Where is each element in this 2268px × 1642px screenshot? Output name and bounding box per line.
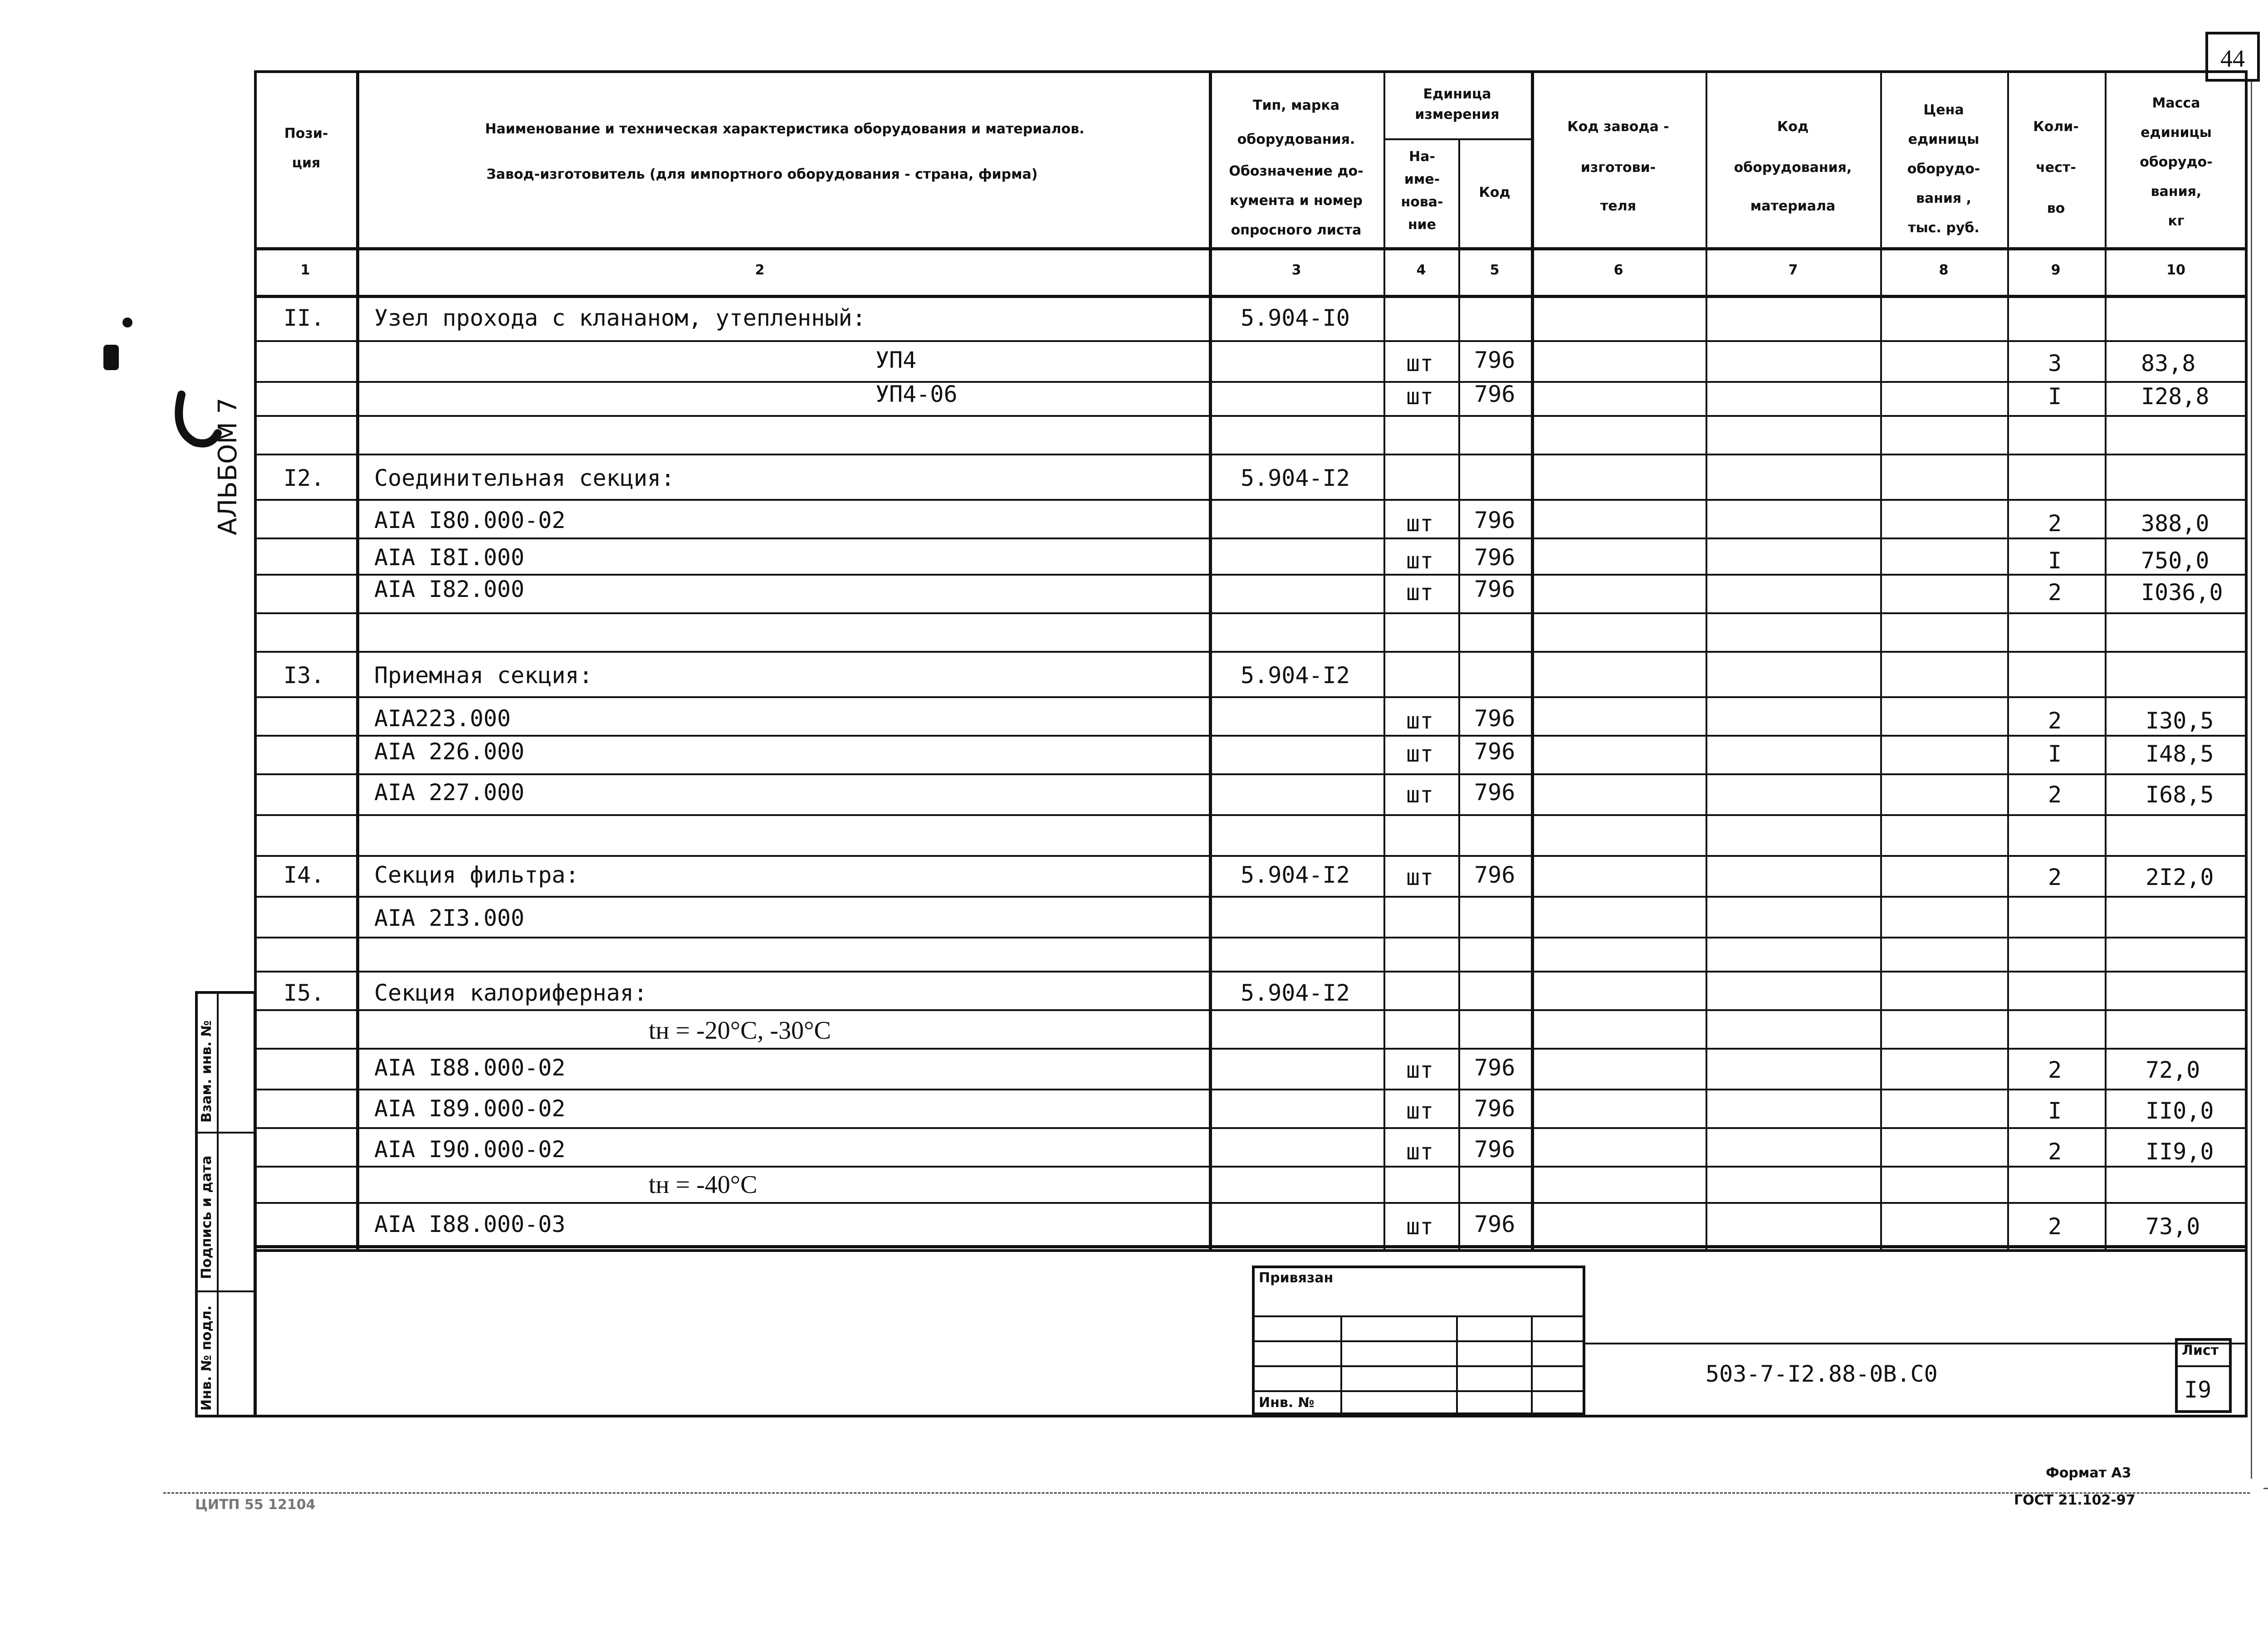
album-label: АЛЬБОМ 7 bbox=[213, 397, 243, 535]
row-name: AIA I88.000-02 bbox=[374, 1055, 566, 1081]
row-type: 5.904-I0 bbox=[1241, 305, 1350, 331]
privyazan-divider bbox=[1252, 1365, 1585, 1367]
row-mass: II0,0 bbox=[2146, 1098, 2214, 1124]
header-col1-a: Пози- bbox=[284, 126, 328, 142]
row-mass: 73,0 bbox=[2146, 1213, 2200, 1240]
row-line bbox=[254, 814, 2248, 816]
row-unit: шт bbox=[1406, 510, 1434, 537]
row-name: Приемная секция: bbox=[374, 662, 593, 689]
row-pos: I5. bbox=[284, 980, 325, 1006]
row-line bbox=[254, 1166, 2248, 1168]
header-col3-a: Тип, марка bbox=[1253, 98, 1339, 113]
row-qty: I bbox=[2048, 547, 2062, 574]
right-margin-mark bbox=[2263, 1488, 2268, 1489]
row-qty: 2 bbox=[2048, 1139, 2062, 1165]
row-code: 796 bbox=[1474, 779, 1515, 806]
ink-mark-2 bbox=[122, 318, 132, 327]
header-col8-a: Цена bbox=[1923, 102, 1964, 118]
row-code: 796 bbox=[1474, 1095, 1515, 1122]
row-unit: шт bbox=[1406, 579, 1434, 606]
row-code: 796 bbox=[1474, 576, 1515, 602]
row-name: УП4-06 bbox=[875, 381, 958, 407]
header-col7-c: материала bbox=[1750, 198, 1836, 214]
side-stamp-vzam: Взам. инв. № bbox=[199, 1020, 215, 1123]
row-code: 796 bbox=[1474, 1055, 1515, 1081]
inv-no-label: Инв. № bbox=[1259, 1395, 1315, 1411]
row-line bbox=[254, 574, 2248, 576]
header-col3-b: оборудования. bbox=[1237, 132, 1355, 147]
row-qty: 2 bbox=[2048, 782, 2062, 808]
row-qty: 2 bbox=[2048, 579, 2062, 606]
temperature-note: tн = -40°C bbox=[649, 1171, 758, 1199]
row-unit: шт bbox=[1406, 1139, 1434, 1165]
row-unit: шт bbox=[1406, 350, 1434, 376]
row-line bbox=[254, 340, 2248, 342]
gost-label: ГОСТ 21.102-97 bbox=[2014, 1492, 2136, 1508]
row-name: AIA I88.000-03 bbox=[374, 1211, 566, 1237]
row-unit: шт bbox=[1406, 708, 1434, 734]
header-col9-a: Коли- bbox=[2033, 119, 2079, 135]
row-qty: I bbox=[2048, 383, 2062, 410]
privyazan-col bbox=[1456, 1315, 1458, 1415]
row-pos: II. bbox=[284, 305, 325, 331]
format-label: Формат А3 bbox=[2046, 1465, 2131, 1481]
row-line bbox=[254, 735, 2248, 737]
header-col8-d: вания , bbox=[1916, 191, 1972, 206]
row-code: 796 bbox=[1474, 1136, 1515, 1163]
row-mass: 388,0 bbox=[2141, 510, 2209, 537]
row-line bbox=[254, 1202, 2248, 1204]
row-mass: I28,8 bbox=[2141, 383, 2209, 410]
privyazan-divider bbox=[1252, 1340, 1585, 1342]
right-margin-line bbox=[2251, 82, 2252, 1479]
row-line bbox=[254, 937, 2248, 938]
row-name: AIA I89.000-02 bbox=[374, 1095, 566, 1122]
row-line bbox=[254, 1048, 2248, 1050]
side-stamp-podpis: Подпись и дата bbox=[199, 1155, 215, 1279]
row-name: AIA223.000 bbox=[374, 705, 511, 732]
row-name: Соединительная секция: bbox=[374, 465, 675, 491]
header-bottom bbox=[254, 247, 2248, 250]
sheet-label: Лист bbox=[2182, 1343, 2219, 1359]
row-line bbox=[254, 538, 2248, 539]
col-number-3: 3 bbox=[1291, 262, 1301, 278]
row-line bbox=[254, 381, 2248, 383]
side-stamp-divider-2 bbox=[195, 1290, 256, 1292]
row-line bbox=[254, 896, 2248, 898]
bottom-left-code: ЦИТП 55 12104 bbox=[195, 1497, 316, 1513]
header-col7-b: оборудования, bbox=[1734, 160, 1852, 176]
numbers-row-bottom bbox=[254, 295, 2248, 298]
col-number-9: 9 bbox=[2051, 262, 2061, 278]
row-type: 5.904-I2 bbox=[1241, 980, 1350, 1006]
row-unit: шт bbox=[1406, 864, 1434, 890]
row-name: Секция фильтра: bbox=[374, 862, 579, 888]
header-col8-e: тыс. руб. bbox=[1908, 220, 1980, 236]
col-number-6: 6 bbox=[1613, 262, 1623, 278]
row-unit: шт bbox=[1406, 1213, 1434, 1240]
header-col10-e: кг bbox=[2168, 213, 2185, 229]
row-unit: шт bbox=[1406, 1098, 1434, 1124]
row-type: 5.904-I2 bbox=[1241, 862, 1350, 888]
header-col10-b: единицы bbox=[2141, 125, 2212, 141]
privyazan-label: Привязан bbox=[1259, 1270, 1334, 1286]
header-col5: Код bbox=[1479, 185, 1510, 200]
row-name: AIA 2I3.000 bbox=[374, 905, 525, 931]
row-name: AIA I80.000-02 bbox=[374, 507, 566, 533]
row-line bbox=[254, 1009, 2248, 1011]
row-type: 5.904-I2 bbox=[1241, 662, 1350, 689]
sheet-box-divider bbox=[2175, 1365, 2232, 1367]
row-mass: I036,0 bbox=[2141, 579, 2223, 606]
header-col8-b: единицы bbox=[1908, 132, 1980, 147]
row-qty: 2 bbox=[2048, 1213, 2062, 1240]
col-number-5: 5 bbox=[1490, 262, 1500, 278]
row-line bbox=[254, 855, 2248, 857]
header-col1-b: ция bbox=[292, 155, 321, 171]
header-col6-b: изготови- bbox=[1580, 160, 1656, 176]
row-mass: I30,5 bbox=[2146, 708, 2214, 734]
header-col3-c: Обозначение до- bbox=[1229, 163, 1364, 179]
col-number-1: 1 bbox=[300, 262, 310, 278]
code-block-top bbox=[1585, 1343, 2248, 1344]
row-code: 796 bbox=[1474, 1211, 1515, 1237]
header-col3-d: кумента и номер bbox=[1230, 193, 1363, 209]
row-mass: II9,0 bbox=[2146, 1139, 2214, 1165]
header-col6-c: теля bbox=[1600, 198, 1636, 214]
row-line bbox=[254, 454, 2248, 455]
hook-mark bbox=[168, 390, 222, 454]
header-col4-d: ние bbox=[1408, 217, 1437, 233]
row-line bbox=[254, 415, 2248, 417]
header-col10-c: оборудо- bbox=[2140, 154, 2213, 170]
col-number-7: 7 bbox=[1788, 262, 1798, 278]
row-name: AIA I8I.000 bbox=[374, 544, 525, 571]
row-mass: 2I2,0 bbox=[2146, 864, 2214, 890]
row-unit: шт bbox=[1406, 782, 1434, 808]
privyazan-col bbox=[1340, 1315, 1342, 1415]
ink-mark bbox=[103, 345, 119, 370]
sheet-number: I9 bbox=[2184, 1377, 2212, 1403]
row-name: Секция калориферная: bbox=[374, 980, 648, 1006]
side-stamp-inv: Инв. № подл. bbox=[199, 1305, 215, 1411]
col-line-4 bbox=[1458, 138, 1460, 1252]
row-name: Узел прохода с клананом, утепленный: bbox=[374, 305, 866, 331]
row-type: 5.904-I2 bbox=[1241, 465, 1350, 491]
header-col10-d: вания, bbox=[2151, 184, 2202, 200]
temperature-note: tн = -20°C, -30°C bbox=[649, 1016, 831, 1045]
privyazan-divider bbox=[1252, 1390, 1585, 1392]
header-unit-group-a: Единица bbox=[1423, 86, 1491, 102]
col-number-4: 4 bbox=[1416, 262, 1426, 278]
row-line bbox=[254, 1127, 2248, 1129]
row-code: 796 bbox=[1474, 738, 1515, 765]
row-line bbox=[254, 773, 2248, 775]
row-line bbox=[254, 971, 2248, 972]
row-code: 796 bbox=[1474, 507, 1515, 533]
row-qty: 2 bbox=[2048, 1057, 2062, 1083]
row-qty: 2 bbox=[2048, 510, 2062, 537]
row-pos: I2. bbox=[284, 465, 325, 491]
row-qty: 3 bbox=[2048, 350, 2062, 376]
header-col10-a: Масса bbox=[2152, 95, 2200, 111]
row-code: 796 bbox=[1474, 544, 1515, 571]
col-number-2: 2 bbox=[755, 262, 765, 278]
row-name: AIA 227.000 bbox=[374, 779, 525, 806]
bottom-trim-line bbox=[163, 1492, 2250, 1494]
row-qty: I bbox=[2048, 741, 2062, 767]
unit-header-divider bbox=[1383, 138, 1531, 140]
row-name: УП4 bbox=[875, 347, 917, 373]
row-unit: шт bbox=[1406, 741, 1434, 767]
side-stamp-divider-1 bbox=[195, 1132, 256, 1134]
row-unit: шт bbox=[1406, 547, 1434, 574]
header-col4-b: име- bbox=[1404, 171, 1440, 187]
row-line bbox=[254, 651, 2248, 653]
row-mass: I68,5 bbox=[2146, 782, 2214, 808]
row-code: 796 bbox=[1474, 862, 1515, 888]
row-unit: шт bbox=[1406, 383, 1434, 410]
col-number-10: 10 bbox=[2166, 262, 2185, 278]
row-line bbox=[254, 1089, 2248, 1090]
header-col2-b: Завод-изготовитель (для импортного оборудования - страна, фирма) bbox=[486, 166, 1038, 182]
row-name: AIA I82.000 bbox=[374, 576, 525, 602]
header-col3-e: опросного листа bbox=[1231, 222, 1362, 238]
header-col2-a: Наименование и техническая характеристика оборудования и материалов. bbox=[485, 121, 1085, 137]
row-mass: 750,0 bbox=[2141, 547, 2209, 574]
page-number: 44 bbox=[2220, 45, 2245, 72]
row-qty: 2 bbox=[2048, 708, 2062, 734]
side-stamp-inner-line bbox=[217, 991, 219, 1417]
row-mass: I48,5 bbox=[2146, 741, 2214, 767]
row-name: AIA 226.000 bbox=[374, 738, 525, 765]
header-unit-group-b: измерения bbox=[1415, 107, 1500, 122]
header-col4-a: На- bbox=[1409, 149, 1435, 165]
row-pos: I3. bbox=[284, 662, 325, 689]
row-mass: 72,0 bbox=[2146, 1057, 2200, 1083]
row-code: 796 bbox=[1474, 381, 1515, 407]
header-col9-c: во bbox=[2047, 200, 2065, 216]
header-col6-a: Код завода - bbox=[1567, 119, 1669, 135]
privyazan-divider bbox=[1252, 1315, 1585, 1317]
header-col4-c: нова- bbox=[1401, 194, 1443, 210]
doc-code: 503-7-I2.88-0В.С0 bbox=[1706, 1361, 1938, 1387]
row-line bbox=[254, 612, 2248, 614]
row-name: AIA I90.000-02 bbox=[374, 1136, 566, 1163]
row-mass: 83,8 bbox=[2141, 350, 2196, 376]
row-line bbox=[254, 696, 2248, 698]
row-pos: I4. bbox=[284, 862, 325, 888]
privyazan-col bbox=[1531, 1315, 1533, 1415]
row-qty: I bbox=[2048, 1098, 2062, 1124]
header-col8-c: оборудо- bbox=[1907, 161, 1980, 177]
row-unit: шт bbox=[1406, 1057, 1434, 1083]
header-col9-b: чест- bbox=[2036, 160, 2076, 176]
header-col7-a: Код bbox=[1777, 119, 1809, 135]
row-qty: 2 bbox=[2048, 864, 2062, 890]
col-number-8: 8 bbox=[1939, 262, 1949, 278]
title-block-frame bbox=[254, 1245, 2248, 1417]
row-line bbox=[254, 499, 2248, 501]
row-code: 796 bbox=[1474, 347, 1515, 373]
row-code: 796 bbox=[1474, 705, 1515, 732]
